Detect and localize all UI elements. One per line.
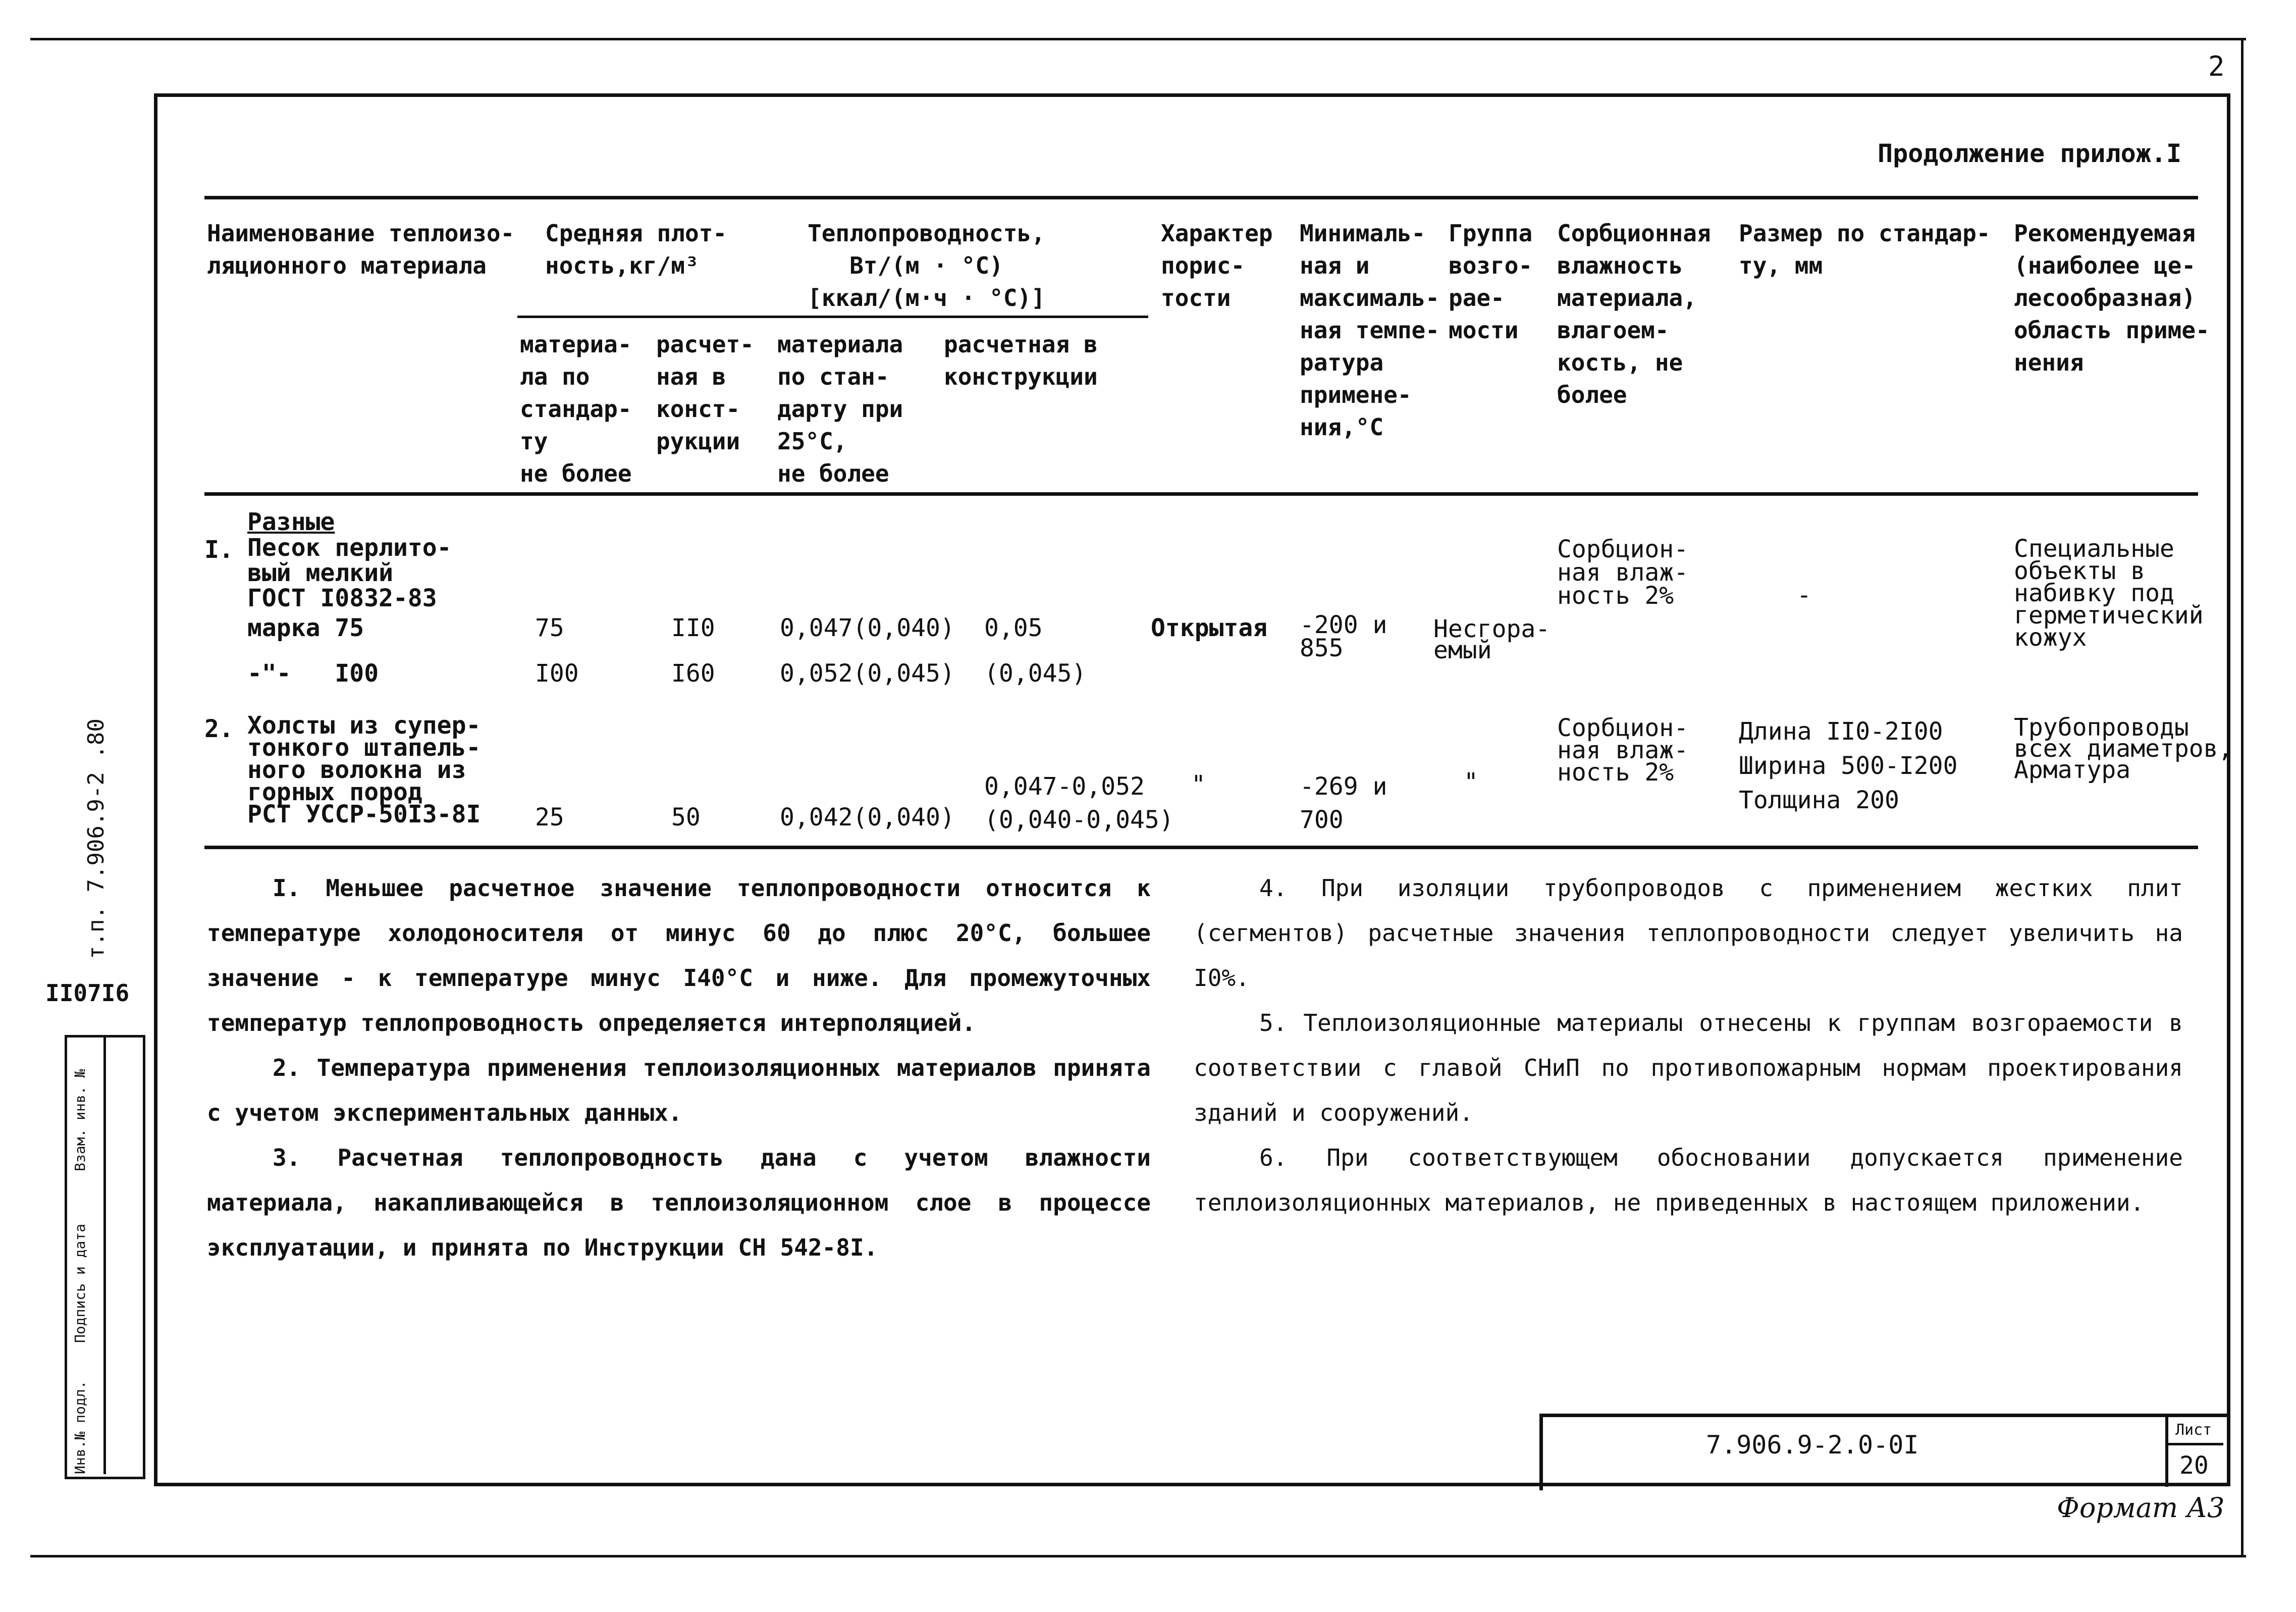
row1-conductivity-std-75: 0,047(0,040) bbox=[780, 614, 955, 642]
row2-density-calc: 50 bbox=[671, 803, 701, 831]
note-6: 6. При соответствующем обосновании допускается применение теплоизоляционных материалов, не приведенных в настоящем приложении. bbox=[1194, 1144, 2183, 1216]
header-porosity: Характер порис- тости bbox=[1161, 220, 1273, 311]
header-conductivity-std: материала по стан- дарту при 25°С, не более bbox=[777, 331, 903, 487]
stamp-sheet-divider bbox=[2165, 1443, 2223, 1445]
margin-cell-replacement: Взам. инв. № bbox=[72, 1069, 88, 1171]
outer-top-line bbox=[30, 38, 2246, 40]
notes-left bbox=[207, 866, 1151, 1270]
note-2: 2. Температура применения теплоизоляционных материалов принята с учетом экспериментальных данных. bbox=[207, 1054, 1151, 1126]
row2-conductivity-std: 0,042(0,040) bbox=[780, 803, 955, 831]
header-conductivity: Теплопроводность, Вт/(м · °С) [ккал/(м·ч · °С)] bbox=[808, 220, 1045, 311]
header-fire-group: Группа возго- рае- мости bbox=[1449, 220, 1533, 344]
margin-cell-inventory: Инв.№ подл. bbox=[72, 1380, 88, 1474]
row1-density-calc-75: II0 bbox=[671, 614, 715, 642]
table-bottom-rule bbox=[204, 846, 2198, 849]
row1-usage: Специальные объекты в набивку под герметический кожух bbox=[2014, 535, 2204, 652]
header-density-calc: расчет- ная в конст- рукции bbox=[656, 331, 754, 455]
outer-bottom-line bbox=[30, 1555, 2246, 1557]
note-3: 3. Расчетная теплопроводность дана с учетом влажности материала, накапливающейся в теплоизоляционном слое в процессе эксплуатации, и принята по Инструкции СН 542-8I. bbox=[207, 1144, 1151, 1261]
row1-density-std-100: I00 bbox=[535, 659, 579, 688]
header-conductivity-calc: расчетная в конструкции bbox=[944, 331, 1098, 390]
header-sorption: Сорбционная влажность материала, влагоем- кость, не более bbox=[1557, 220, 1711, 408]
continuation-title: Продолжение прилож.I bbox=[1878, 139, 2182, 168]
row2-sorption: Сорбцион- ная влаж- ность 2% bbox=[1557, 714, 1689, 787]
stamp-sheet-number: 20 bbox=[2179, 1451, 2209, 1480]
row2-size: Длина II0-2I00 Ширина 500-I200 Толщина 200 bbox=[1739, 717, 1958, 814]
row1-density-std-75: 75 bbox=[535, 614, 564, 642]
header-usage: Рекомендуемая (наиболее це- лесообразная) область приме- нения bbox=[2014, 220, 2210, 376]
subheader-rule-density bbox=[517, 316, 1148, 318]
row2-conductivity-calc: 0,047-0,052 (0,040-0,045) bbox=[984, 772, 1174, 834]
note-1: I. Меньшее расчетное значение теплопроводности относится к температуре холодоносителя от минус 60 до плюс 20°С, большее значение - к температуре минус I40°С и ниже. Для промежуточных температур теплопроводность определяется интерполяцией. bbox=[207, 874, 1151, 1036]
row2-temperature: -269 и 700 bbox=[1300, 772, 1387, 834]
row2-fire-group: " bbox=[1464, 768, 1478, 796]
row1-conductivity-std-100: 0,052(0,045) bbox=[780, 659, 955, 688]
row1-sorption: Сорбцион- ная влаж- ность 2% bbox=[1557, 535, 1689, 610]
row1-name: Песок перлито- вый мелкий ГОСТ I0832-83 bbox=[247, 534, 452, 612]
row1-conductivity-calc-75: 0,05 bbox=[984, 614, 1043, 642]
margin-stamp-divider bbox=[103, 1035, 106, 1474]
stamp-sheet-cell bbox=[2165, 1414, 2168, 1487]
notes-right bbox=[1194, 866, 2183, 1225]
stamp-document-code: 7.906.9-2.0-0I bbox=[1706, 1430, 1919, 1460]
margin-series-code: т.п. 7.906.9-2 .80 bbox=[83, 718, 109, 959]
header-density-std: материа- ла по стандар- ту не более bbox=[520, 331, 632, 487]
margin-cell-signature: Подпись и дата bbox=[72, 1223, 88, 1343]
row1-temperature: -200 и 855 bbox=[1300, 611, 1387, 662]
row2-name: Холсты из супер- тонкого штапель- ного волокна из горных пород РСТ УССР-50I3-8I bbox=[247, 711, 481, 828]
table-top-rule bbox=[204, 196, 2198, 199]
row1-size: - bbox=[1797, 581, 1811, 609]
margin-archive-number: II07I6 bbox=[45, 979, 130, 1007]
outer-right-line bbox=[2241, 38, 2244, 1557]
row2-porosity: " bbox=[1191, 770, 1206, 799]
header-density: Средняя плот- ность,кг/м³ bbox=[545, 220, 727, 279]
stamp-sheet-label: Лист bbox=[2175, 1421, 2212, 1439]
note-4: 4. При изоляции трубопроводов с применением жестких плит (сегментов) расчетные значения теплопроводности следует увеличить на I0%. bbox=[1194, 874, 2183, 992]
row2-usage: Трубопроводы всех диаметров, Арматура bbox=[2014, 713, 2233, 784]
format-label: Формат А3 bbox=[2057, 1492, 2225, 1524]
header-bottom-rule bbox=[204, 492, 2198, 496]
row1-porosity: Открытая bbox=[1151, 614, 1268, 642]
section-label: Разные bbox=[247, 508, 335, 536]
row1-density-calc-100: I60 bbox=[671, 659, 715, 688]
row2-density-std: 25 bbox=[535, 803, 564, 831]
sheet-corner-number: 2 bbox=[2208, 50, 2225, 82]
header-name: Наименование теплоизо- ляционного материала bbox=[207, 220, 515, 279]
note-5: 5. Теплоизоляционные материалы отнесены к группам возгораемости в соответствии с главой СНиП по противопожарным нормам проектирования зданий и сооружений. bbox=[1194, 1009, 2183, 1126]
row1-grade-100: -"- I00 bbox=[247, 659, 379, 688]
row1-conductivity-calc-100: (0,045) bbox=[984, 659, 1087, 688]
row1-number: I. bbox=[204, 536, 234, 564]
row1-fire-group: Несгора- емый bbox=[1433, 615, 1551, 664]
header-size: Размер по стандар- ту, мм bbox=[1739, 220, 1991, 279]
header-temperature: Минималь- ная и максималь- ная темпе- ратура примене- ния,°С bbox=[1300, 220, 1439, 441]
row2-number: 2. bbox=[204, 715, 234, 743]
row1-grade-75: марка 75 bbox=[247, 614, 364, 642]
